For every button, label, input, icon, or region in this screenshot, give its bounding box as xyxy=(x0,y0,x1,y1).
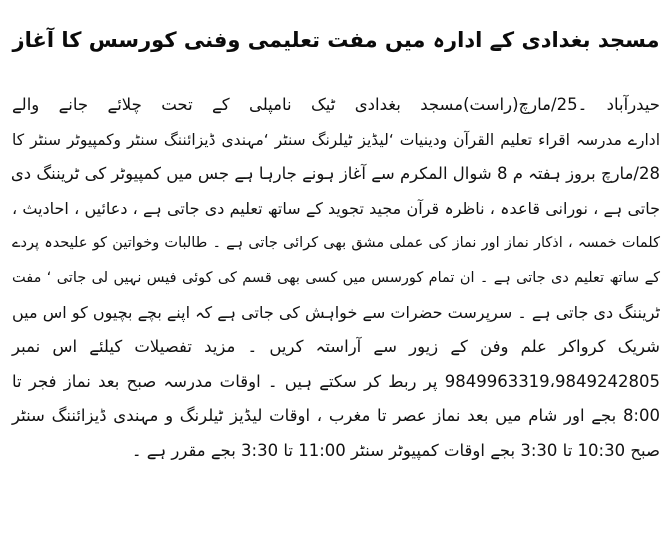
article-body xyxy=(12,88,660,469)
article-line: 9849963319،9849242805 پر ربط کر سکتے ہیں ۔ اوقات مدرسہ صبح بعد نماز فجر تا xyxy=(12,371,660,391)
article-line: شریک کرواکر علم وفن کے زیور سے آراستہ کریں ۔ مزید تفصیلات کیلئے اس نمبر xyxy=(12,337,660,357)
article-line: 28/مارچ بروز ہفتہ م 8 شوال المکرم سے آغاز ہونے جارہا ہے جس میں کمپیوٹر کی ٹریننگ دی xyxy=(10,164,660,184)
article-line: ٹریننگ دی جاتی ہے ۔ سرپرست حضرات سے خواہش کی جاتی ہے کہ اپنے بچے بچیوں کو اس میں xyxy=(12,302,660,322)
article-line: ادارے مدرسہ اقراء تعلیم القرآن ودینیات ‘لیڈیز ٹیلرنگ سنٹر ‘مہندی ڈیزائننگ سنٹر وکمپیوٹر سنٹر کا xyxy=(12,130,660,149)
article-line: کے ساتھ تعلیم دی جاتی ہے ۔ ان تمام کورسس میں کسی بھی قسم کی کوئی فیس نہیں لی جاتی ‘ مفت xyxy=(12,269,660,286)
article-headline: مسجد بغدادی کے ادارہ میں مفت تعلیمی وفنی کورسس کا آغاز xyxy=(12,28,660,52)
article-line: 8:00 بجے اور شام میں بعد نماز عصر تا مغرب ، اوقات لیڈیز ٹیلرنگ و مہندی ڈیزائننگ سنٹر xyxy=(12,406,660,426)
article-line: جاتی ہے ، نورانی قاعدہ ، ناظرہ قرآن مجید تجوید کے ساتھ تعلیم دی جاتی ہے ، دعائیں ، احادیث ، xyxy=(12,198,660,218)
article-line-last: صبح 10:30 تا 3:30 بجے اوقات کمپیوٹر سنٹر 11:00 تا 3:30 بجے مقرر ہے ۔ xyxy=(131,440,660,460)
article-line: کلمات خمسہ ، اذکار نماز اور نماز کی عملی مشق بھی کرائی جاتی ہے ۔ طالبات وخواتین کو علیحدہ پردے xyxy=(12,235,660,252)
article-line: حیدرآباد ۔25/مارچ(راست)مسجد بغدادی ٹیک نامپلی کے تحت چلائے جانے والے xyxy=(12,95,660,114)
